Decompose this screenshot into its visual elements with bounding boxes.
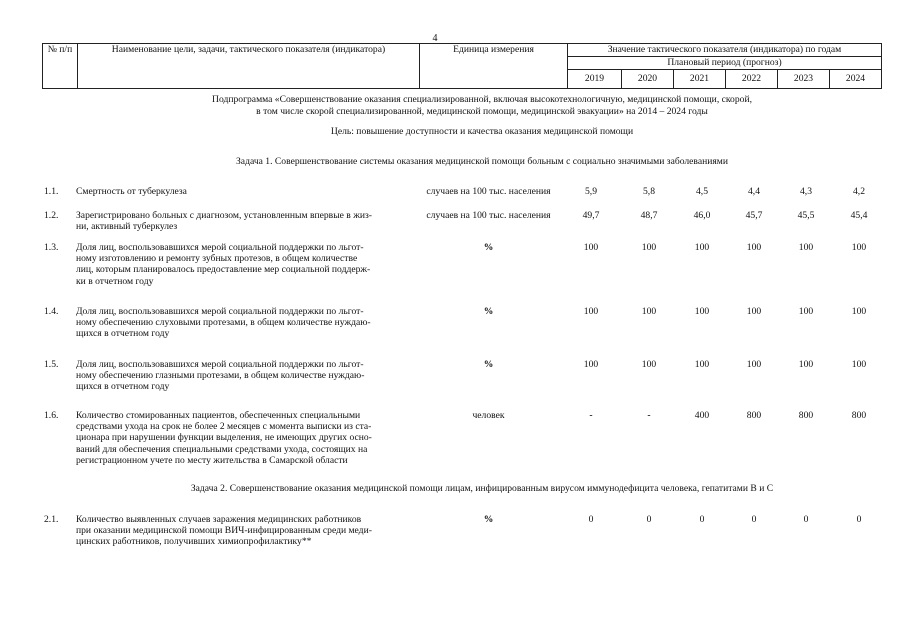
row-unit: % [483, 306, 494, 317]
header-year: 2024 [830, 70, 882, 89]
row-name: Доля лиц, воспользовавшихся мерой социальной поддержки по льгот- ному обеспечению глазными протезами, в общем количестве нуждаю- щихся в отчетном году [76, 359, 365, 393]
header-year: 2021 [674, 70, 726, 89]
row-value: 0 [646, 514, 652, 525]
header-year: 2023 [778, 70, 830, 89]
row-value: 100 [694, 242, 710, 253]
header-year: 2019 [568, 70, 622, 89]
row-name: Зарегистрировано больных с диагнозом, установленным впервые в жиз- ни, активный туберкулез [76, 210, 372, 233]
row-value: 0 [751, 514, 757, 525]
row-value: - [589, 410, 593, 421]
task-2: Задача 2. Совершенствование оказания медицинской помощи лицам, инфицированным вирусом иммунодефицита человека, гепатитами В и С [190, 483, 774, 494]
header-num: № п/п [43, 44, 78, 89]
row-value: 800 [798, 410, 814, 421]
row-value: 100 [641, 359, 657, 370]
row-unit: случаев на 100 тыс. населения [426, 210, 551, 221]
row-value: 100 [746, 242, 762, 253]
row-value: - [647, 410, 651, 421]
subprogram-title: Подпрограмма «Совершенствование оказания специализированной, включая высокотехнологичную, медицинской помощи, скорой, в том числе скорой специализированной, медицинской помощи, медицинской эвакуации» на 2014 – 2024 годы [212, 94, 752, 117]
row-number: 1.2. [44, 210, 59, 221]
row-value: 5,9 [585, 186, 597, 197]
header-table [42, 43, 882, 89]
row-value: 100 [583, 306, 599, 317]
header-year: 2022 [726, 70, 778, 89]
task-1: Задача 1. Совершенствование системы оказания медицинской помощи больным с социально значимыми заболеваниями [236, 156, 728, 167]
row-value: 4,3 [800, 186, 812, 197]
row-value: 100 [641, 306, 657, 317]
row-name: Смертность от туберкулеза [76, 186, 187, 197]
header-year: 2020 [622, 70, 674, 89]
row-value: 100 [798, 306, 814, 317]
row-value: 100 [641, 242, 657, 253]
row-value: 100 [851, 359, 867, 370]
row-value: 0 [803, 514, 809, 525]
row-value: 45,5 [797, 210, 815, 221]
row-value: 100 [746, 359, 762, 370]
row-value: 100 [798, 242, 814, 253]
row-value: 100 [851, 306, 867, 317]
row-number: 1.6. [44, 410, 59, 421]
row-number: 1.4. [44, 306, 59, 317]
row-value: 800 [746, 410, 762, 421]
row-value: 5,8 [643, 186, 655, 197]
row-value: 100 [694, 359, 710, 370]
header-plan: Плановый период (прогноз) [568, 57, 882, 70]
row-name: Доля лиц, воспользовавшихся мерой социальной поддержки по льгот- ному обеспечению слуховыми протезами, в общем количестве нуждаю- щихся в отчетном году [76, 306, 371, 340]
row-name: Доля лиц, воспользовавшихся мерой социальной поддержки по льгот- ному изготовлению и ремонту зубных протезов, в общем количестве лиц, которым планировалось предоставление мер социальной поддерж- ки в отчетном году [76, 242, 371, 287]
page-number: 4 [432, 33, 438, 44]
header-unit: Единица измерения [420, 44, 568, 89]
row-value: 800 [851, 410, 867, 421]
row-value: 48,7 [640, 210, 658, 221]
row-unit: % [483, 514, 494, 525]
row-value: 100 [798, 359, 814, 370]
header-name: Наименование цели, задачи, тактического показателя (индикатора) [78, 44, 420, 89]
row-value: 100 [583, 359, 599, 370]
row-number: 1.3. [44, 242, 59, 253]
row-value: 100 [694, 306, 710, 317]
header-value: Значение тактического показателя (индикатора) по годам [568, 44, 882, 57]
row-value: 4,2 [853, 186, 865, 197]
row-unit: случаев на 100 тыс. населения [426, 186, 551, 197]
row-unit: % [483, 359, 494, 370]
row-value: 45,4 [850, 210, 868, 221]
row-value: 49,7 [582, 210, 600, 221]
row-value: 0 [856, 514, 862, 525]
row-number: 1.1. [44, 186, 59, 197]
goal: Цель: повышение доступности и качества оказания медицинской помощи [330, 126, 634, 137]
row-value: 4,4 [748, 186, 760, 197]
row-value: 4,5 [696, 186, 708, 197]
row-unit: % [483, 242, 494, 253]
row-number: 1.5. [44, 359, 59, 370]
row-name: Количество стомированных пациентов, обеспеченных специальными средствами ухода на срок не более 2 месяцев с момента выписки из ста- ционара при нарушении функции выделения, не имеющих других осно- ваний для обеспечения специальными средствами ухода, состоящих на регистрационном учете по месту жительства в Самарской области [76, 410, 372, 466]
row-value: 46,0 [693, 210, 711, 221]
row-value: 45,7 [745, 210, 763, 221]
row-value: 400 [694, 410, 710, 421]
row-value: 0 [588, 514, 594, 525]
row-value: 100 [746, 306, 762, 317]
row-value: 0 [699, 514, 705, 525]
row-unit: человек [472, 410, 505, 421]
row-value: 100 [851, 242, 867, 253]
row-value: 100 [583, 242, 599, 253]
row-name: Количество выявленных случаев заражения медицинских работников при оказании медицинской помощи ВИЧ-инфицированным среди меди- цинских работников, получивших химиопрофилактику** [76, 514, 372, 548]
row-number: 2.1. [44, 514, 59, 525]
